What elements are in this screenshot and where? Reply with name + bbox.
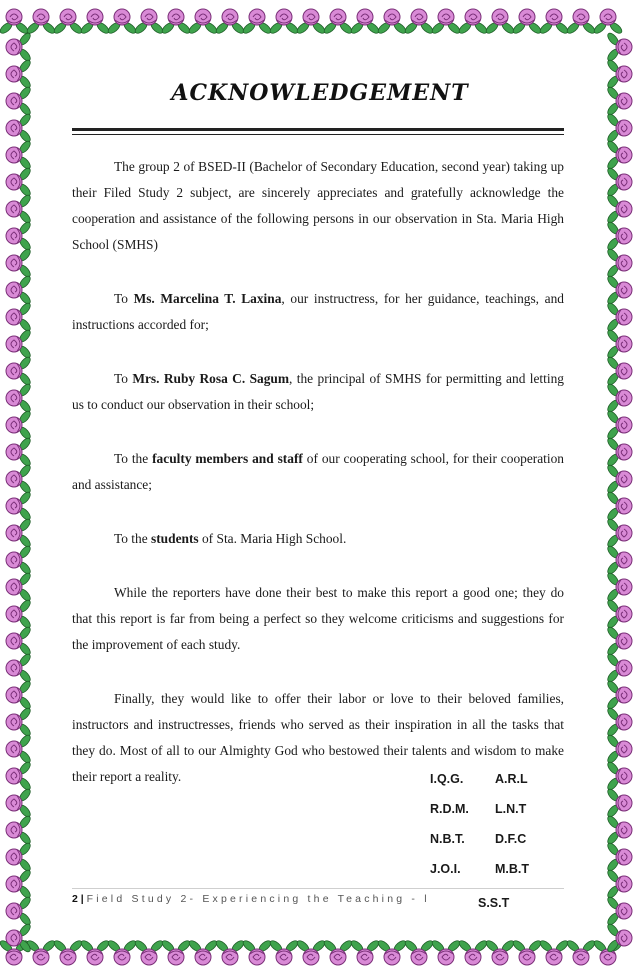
rose-flower-icon [484, 939, 515, 965]
rose-flower-icon [6, 868, 32, 899]
rose-flower-icon [430, 9, 461, 35]
rose-flower-icon [322, 9, 353, 35]
paragraph [72, 154, 564, 258]
rose-flower-icon [606, 58, 632, 89]
signatory-initials: R.D.M. [430, 802, 469, 816]
rose-flower-icon [25, 9, 56, 35]
rose-flower-icon [376, 9, 407, 35]
rose-flower-icon [106, 939, 137, 965]
rose-flower-icon [241, 939, 272, 965]
rose-flower-icon [606, 787, 632, 818]
rose-flower-icon [6, 652, 32, 683]
rose-flower-icon [160, 939, 191, 965]
rose-flower-icon [133, 9, 164, 35]
rose-flower-icon [6, 571, 32, 602]
rose-flower-icon [606, 598, 632, 629]
rose-flower-icon [565, 939, 596, 965]
paragraph [72, 446, 564, 498]
rose-flower-icon [592, 939, 623, 965]
rose-flower-icon [606, 490, 632, 521]
rose-flower-icon [241, 9, 272, 35]
signatory-initials: D.F.C [495, 832, 527, 846]
signatory-initials: J.O.I. [430, 862, 461, 876]
rose-flower-icon [6, 85, 32, 116]
rose-flower-icon [6, 517, 32, 548]
rose-flower-icon [606, 436, 632, 467]
signatory-initials: A.R.L [495, 772, 528, 786]
rose-flower-icon [606, 409, 632, 440]
paragraph-text: To the [114, 451, 153, 466]
rose-flower-icon [6, 301, 32, 332]
footer-divider [72, 888, 564, 889]
signatory-row [430, 802, 560, 832]
signatory-row [430, 832, 560, 862]
paragraph-text: , our instructress, for her guidance, teachings, and instructions accorded for; [72, 291, 564, 332]
rose-flower-icon [6, 31, 32, 62]
rose-flower-icon [606, 652, 632, 683]
rose-flower-icon [106, 9, 137, 35]
rose-flower-icon [6, 598, 32, 629]
paragraph-text: The group 2 of BSED-II (Bachelor of Secondary Education, second year) taking up their Filed Study 2 subject, are sincerely appreciates and gratefully acknowledge the cooperation and assistance of the following persons in our observation in Sta. Maria High School (SMHS) [72, 159, 564, 252]
page-number: 2 | [72, 893, 84, 905]
paragraph-text: While the reporters have done their best to make this report a good one; they do that this report is far from being a perfect so they welcome criticisms and suggestions for the improvement of each study. [72, 585, 564, 652]
paragraph-text: To [114, 371, 133, 386]
rose-flower-icon [25, 939, 56, 965]
paragraph-text: , the principal of SMHS for permitting and letting us to conduct our observation in their school; [72, 371, 564, 412]
rose-flower-icon [403, 9, 434, 35]
paragraph [72, 526, 564, 552]
paragraph-text: of our cooperating school, for their cooperation and assistance; [72, 451, 565, 492]
rose-flower-icon [606, 571, 632, 602]
rose-flower-icon [511, 9, 542, 35]
signatory-last: S.S.T [478, 896, 510, 910]
rose-flower-icon [52, 939, 83, 965]
footer-text: Field Study 2- Experiencing the Teaching - l [86, 893, 430, 905]
rose-flower-icon [6, 841, 32, 872]
rose-flower-icon [606, 868, 632, 899]
rose-flower-icon [79, 9, 110, 35]
rose-flower-icon [6, 625, 32, 656]
rose-flower-icon [0, 9, 30, 35]
rose-flower-icon [6, 463, 32, 494]
rose-flower-icon [592, 9, 623, 35]
rose-flower-icon [349, 939, 380, 965]
page-footer [72, 893, 462, 905]
rose-flower-icon [79, 939, 110, 965]
rose-flower-icon [538, 9, 569, 35]
rose-flower-icon [6, 706, 32, 737]
rose-flower-icon [606, 31, 632, 62]
rose-flower-icon [6, 355, 32, 386]
rose-flower-icon [268, 939, 299, 965]
rose-flower-icon [606, 301, 632, 332]
rose-flower-icon [6, 490, 32, 521]
rose-flower-icon [606, 166, 632, 197]
rose-flower-icon [606, 679, 632, 710]
rose-flower-icon [606, 922, 632, 953]
paragraph-text: of Sta. Maria High School. [198, 531, 347, 546]
rose-flower-icon [6, 139, 32, 170]
rose-flower-icon [606, 220, 632, 251]
paragraph-text: Finally, they would like to offer their labor or love to their beloved families, instructors and instructresses, friends who served as their inspiration in all the tasks that they do. Most of all to our Almighty God who bestowed their talents and wisdom to make their report a reality. [72, 691, 564, 784]
rose-flower-icon [6, 760, 32, 791]
rose-flower-icon [6, 814, 32, 845]
rose-flower-icon [6, 679, 32, 710]
rose-flower-icon [430, 939, 461, 965]
rose-flower-icon [295, 939, 326, 965]
rose-flower-icon [6, 247, 32, 278]
bold-name: faculty members and staff [152, 451, 303, 466]
rose-flower-icon [606, 544, 632, 575]
rose-flower-icon [133, 939, 164, 965]
rose-flower-icon [160, 9, 191, 35]
paragraph [72, 580, 564, 658]
signatory-initials: M.B.T [495, 862, 530, 876]
signatories-block [430, 772, 560, 892]
rose-flower-icon [606, 706, 632, 737]
rose-flower-icon [606, 382, 632, 413]
title-underline-thin [72, 134, 564, 135]
bold-name: Mrs. Ruby Rosa C. Sagum [132, 371, 290, 386]
rose-flower-icon [606, 517, 632, 548]
title-underline-thick [72, 128, 564, 131]
rose-flower-icon [376, 939, 407, 965]
rose-flower-icon [0, 939, 30, 965]
rose-flower-icon [457, 939, 488, 965]
rose-flower-icon [538, 939, 569, 965]
page-title: ACKNOWLEDGEMENT [171, 80, 469, 106]
rose-flower-icon [606, 895, 632, 926]
rose-flower-icon [606, 328, 632, 359]
rose-flower-icon [6, 220, 32, 251]
bold-name: Ms. Marcelina T. Laxina [133, 291, 282, 306]
rose-flower-icon [565, 9, 596, 35]
rose-flower-icon [6, 382, 32, 413]
rose-flower-icon [6, 328, 32, 359]
rose-flower-icon [606, 814, 632, 845]
rose-flower-icon [606, 112, 632, 143]
rose-flower-icon [484, 9, 515, 35]
rose-flower-icon [349, 9, 380, 35]
rose-flower-icon [322, 939, 353, 965]
signatory-initials: N.B.T. [430, 832, 465, 846]
rose-flower-icon [187, 9, 218, 35]
paragraph [72, 366, 564, 418]
rose-flower-icon [6, 193, 32, 224]
rose-flower-icon [214, 939, 245, 965]
signatory-row [430, 772, 560, 802]
paragraph-text: To [114, 291, 134, 306]
rose-flower-icon [295, 9, 326, 35]
rose-flower-icon [6, 436, 32, 467]
rose-flower-icon [6, 787, 32, 818]
rose-flower-icon [6, 733, 32, 764]
rose-flower-icon [606, 733, 632, 764]
rose-flower-icon [6, 166, 32, 197]
rose-flower-icon [6, 922, 32, 953]
rose-flower-icon [606, 193, 632, 224]
rose-flower-icon [6, 544, 32, 575]
rose-flower-icon [606, 463, 632, 494]
rose-flower-icon [606, 355, 632, 386]
rose-flower-icon [6, 274, 32, 305]
acknowledgement-body [72, 154, 564, 818]
paragraph [72, 286, 564, 338]
bold-name: students [151, 531, 199, 546]
rose-flower-icon [606, 841, 632, 872]
rose-flower-icon [52, 9, 83, 35]
paragraph-text: To the [114, 531, 151, 546]
rose-flower-icon [6, 58, 32, 89]
rose-flower-icon [6, 895, 32, 926]
rose-flower-icon [606, 247, 632, 278]
rose-flower-icon [6, 409, 32, 440]
rose-flower-icon [457, 9, 488, 35]
rose-flower-icon [606, 85, 632, 116]
rose-flower-icon [606, 274, 632, 305]
rose-flower-icon [606, 139, 632, 170]
rose-flower-icon [606, 760, 632, 791]
rose-flower-icon [403, 939, 434, 965]
signatory-initials: I.Q.G. [430, 772, 464, 786]
rose-flower-icon [187, 939, 218, 965]
rose-flower-icon [606, 625, 632, 656]
rose-flower-icon [214, 9, 245, 35]
signatory-initials: L.N.T [495, 802, 527, 816]
rose-flower-icon [6, 112, 32, 143]
rose-flower-icon [511, 939, 542, 965]
rose-flower-icon [268, 9, 299, 35]
